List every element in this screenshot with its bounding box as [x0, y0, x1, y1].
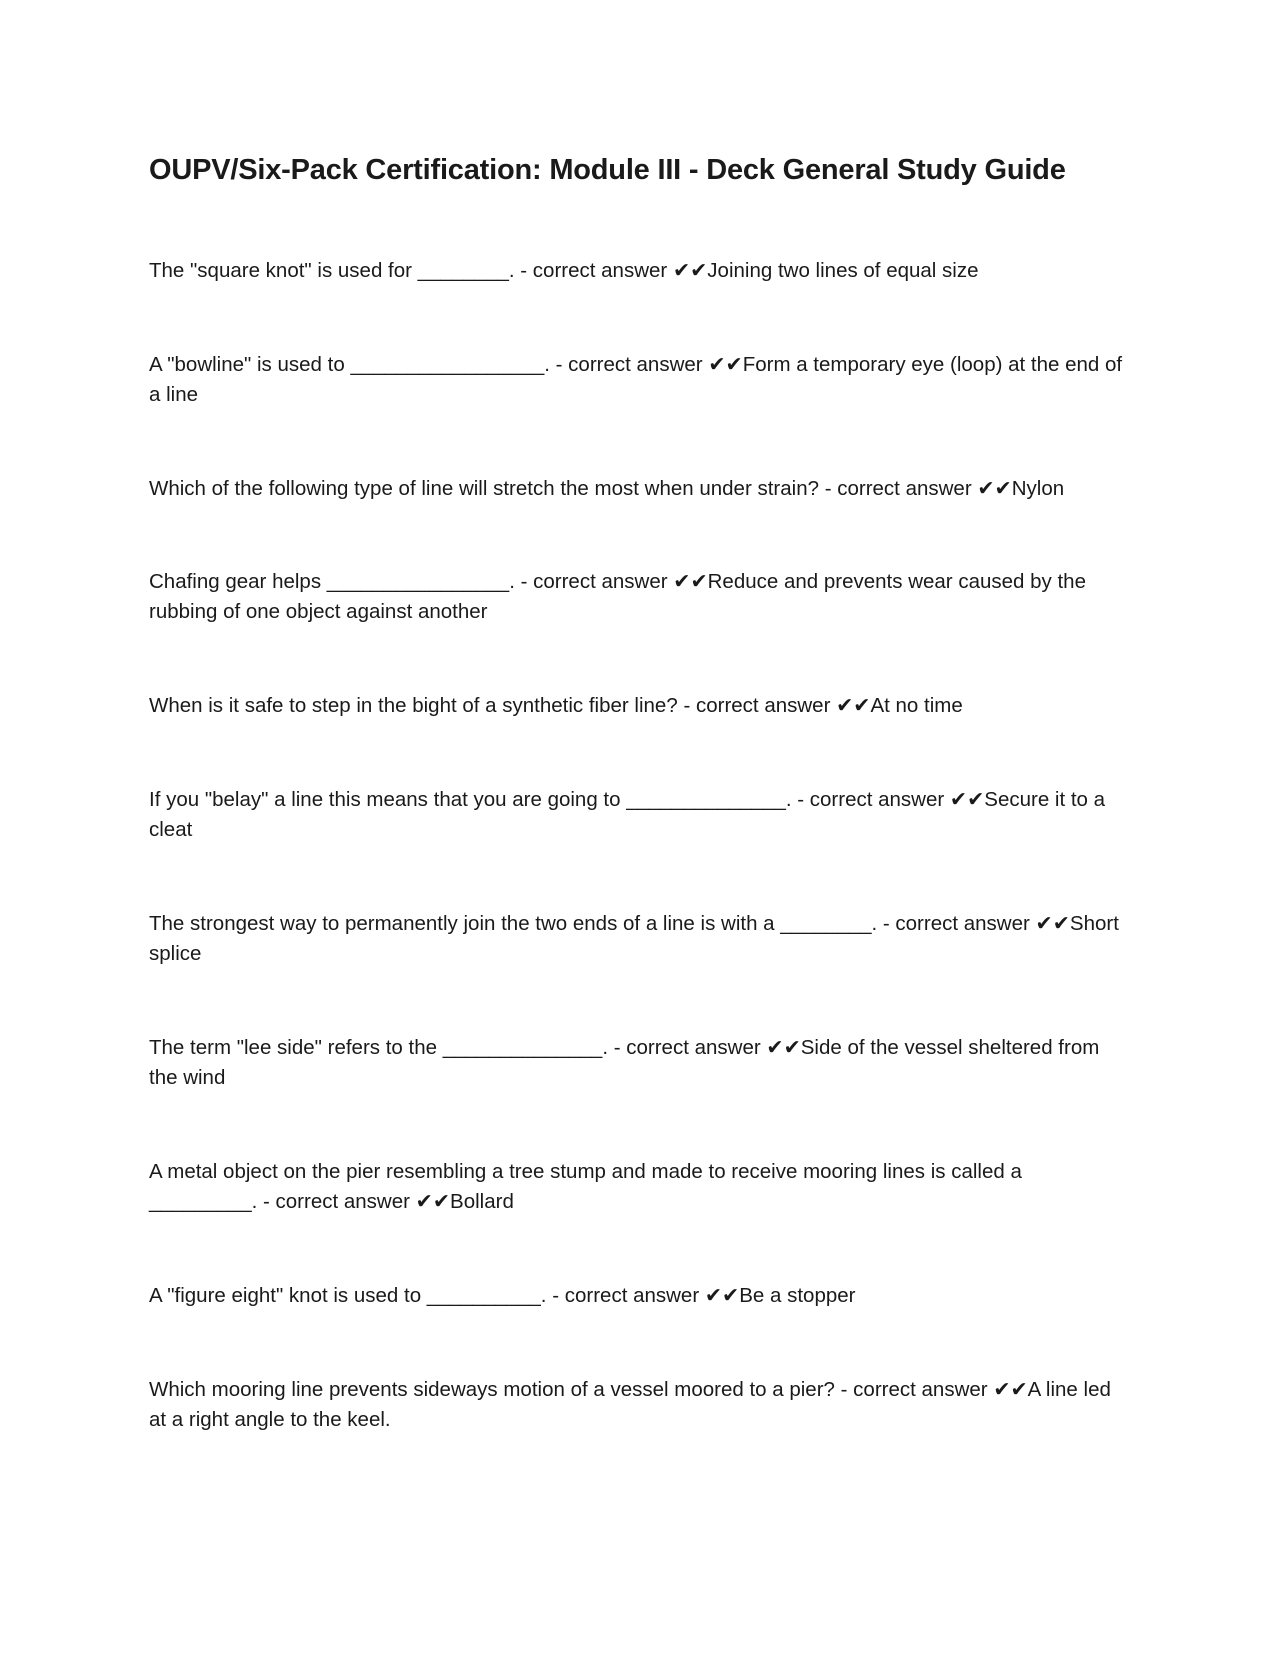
- answer-text: Bollard: [450, 1190, 514, 1213]
- question-text: When is it safe to step in the bight of a synthetic fiber line?: [149, 694, 678, 717]
- question-text: A metal object on the pier resembling a tree stump and made to receive mooring lines is called a _________.: [149, 1160, 1022, 1213]
- answer-separator: - correct answer: [546, 1284, 705, 1307]
- check-icon: ✔✔: [993, 1378, 1028, 1401]
- qa-item: [149, 1157, 1129, 1217]
- question-text: The strongest way to permanently join the two ends of a line is with a ________.: [149, 912, 878, 935]
- qa-item: [149, 474, 1129, 504]
- answer-text: Nylon: [1011, 477, 1065, 500]
- qa-item: [149, 350, 1129, 410]
- check-icon: ✔✔: [977, 477, 1012, 500]
- check-icon: ✔✔: [1035, 912, 1070, 935]
- answer-text: Reduce and prevents wear caused by the rubbing of one object against another: [149, 570, 1086, 623]
- check-icon: ✔✔: [672, 259, 708, 282]
- question-text: A "figure eight" knot is used to __________.: [149, 1284, 547, 1307]
- qa-item: [149, 785, 1129, 845]
- question-text: Which of the following type of line will stretch the most when under strain?: [149, 477, 819, 500]
- check-icon: ✔✔: [708, 353, 743, 376]
- question-text: Which mooring line prevents sideways motion of a vessel moored to a pier?: [149, 1378, 835, 1401]
- answer-separator: - correct answer: [834, 1378, 994, 1401]
- answer-separator: - correct answer: [549, 353, 709, 376]
- answer-separator: - correct answer: [819, 477, 978, 500]
- qa-item: [149, 1281, 1129, 1311]
- question-text: A "bowline" is used to _________________.: [149, 353, 550, 376]
- document-title: OUPV/Six-Pack Certification: Module III - Deck General Study Guide: [149, 154, 1066, 186]
- check-icon: ✔✔: [415, 1190, 451, 1213]
- answer-text: Joining two lines of equal size: [707, 259, 979, 282]
- qa-item: [149, 909, 1129, 969]
- question-text: Chafing gear helps ________________.: [149, 570, 515, 593]
- answer-separator: - correct answer: [514, 259, 673, 282]
- qa-item: [149, 567, 1129, 627]
- question-text: The term "lee side" refers to the ______________.: [149, 1036, 609, 1059]
- check-icon: ✔✔: [704, 1284, 740, 1307]
- answer-separator: - correct answer: [677, 694, 837, 717]
- answer-separator: - correct answer: [791, 788, 950, 811]
- qa-item: [149, 1375, 1129, 1435]
- answer-separator: - correct answer: [514, 570, 674, 593]
- answer-text: Short splice: [149, 912, 1119, 965]
- qa-item: [149, 691, 1129, 721]
- answer-separator: - correct answer: [608, 1036, 767, 1059]
- answer-text: Side of the vessel sheltered from the wind: [149, 1036, 1100, 1089]
- check-icon: ✔✔: [766, 1036, 801, 1059]
- answer-text: Be a stopper: [739, 1284, 856, 1307]
- answer-text: At no time: [870, 694, 963, 717]
- answer-separator: - correct answer: [257, 1190, 416, 1213]
- answer-separator: - correct answer: [877, 912, 1036, 935]
- question-text: If you "belay" a line this means that you are going to ______________.: [149, 788, 792, 811]
- check-icon: ✔✔: [673, 570, 708, 593]
- question-text: The "square knot" is used for ________.: [149, 259, 515, 282]
- answer-text: Form a temporary eye (loop) at the end of a line: [149, 353, 1123, 406]
- answer-text: A line led at a right angle to the keel.: [149, 1378, 1111, 1431]
- qa-item: [149, 256, 1129, 286]
- qa-item: [149, 1033, 1129, 1093]
- check-icon: ✔✔: [836, 694, 871, 717]
- check-icon: ✔✔: [949, 788, 985, 811]
- answer-text: Secure it to a cleat: [149, 788, 1106, 841]
